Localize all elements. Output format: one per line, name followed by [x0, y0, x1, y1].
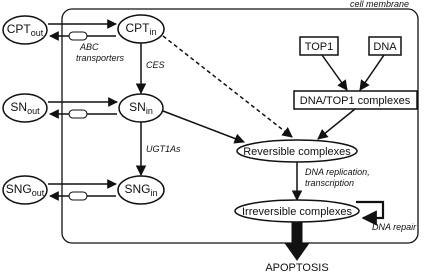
apoptosis-label: APOPTOSIS [265, 262, 329, 274]
dna-repair-loop-arrow [356, 202, 383, 218]
sng-in-base: SNG [124, 182, 151, 196]
sng-out-base: SNG [5, 182, 32, 196]
dna-repair-label: DNA repair [372, 222, 417, 232]
node-reversible-complexes [237, 140, 357, 162]
box-dna-top1-complexes [294, 91, 417, 109]
abc-transporter-sn [69, 110, 87, 118]
process-line1: DNA replication, [305, 167, 370, 177]
transport-cpt [48, 24, 116, 40]
transport-sng [48, 184, 116, 200]
arrow-complexes-to-reversible [318, 109, 355, 139]
box-top1-label: TOP1 [304, 41, 334, 53]
node-sn-in [119, 94, 163, 122]
transport-sn [48, 102, 117, 118]
arrow-top1-to-complexes [322, 55, 347, 90]
irreversible-complexes-label: Irreversible complexes [241, 206, 353, 218]
cell-membrane-label: cell membrane [350, 0, 410, 9]
enzyme-ces: CES [146, 60, 165, 70]
node-sng-in [118, 176, 164, 204]
cpt-out-base: CPT [6, 22, 31, 36]
cpt-out-sub: out [30, 28, 44, 38]
sn-out-base: SN [10, 100, 28, 114]
sng-in-sub: in [150, 188, 158, 198]
sn-out-sub: out [27, 106, 40, 116]
box-dna-top1-complexes-label: DNA/TOP1 complexes [299, 95, 411, 107]
box-top1 [300, 37, 338, 55]
abc-transporter-cpt [69, 32, 87, 40]
abc-transporters-line1: ABC [80, 42, 99, 52]
arrow-sn-to-reversible [163, 111, 244, 142]
node-sng-out [3, 176, 47, 204]
abc-transporter-sng [69, 192, 87, 200]
sng-out-sub: out [31, 188, 45, 198]
cpt-in-base: CPT [125, 21, 150, 35]
enzyme-ugt1as: UGT1As [146, 144, 181, 154]
reversible-complexes-label: Reversible complexes [243, 146, 351, 158]
arrow-to-apoptosis [285, 222, 309, 260]
process-line2: transcription [305, 178, 355, 188]
sn-in-sub: in [145, 106, 153, 116]
box-dna [369, 37, 401, 55]
abc-transporters-line2: transporters [76, 53, 125, 63]
node-cpt-in [118, 15, 164, 43]
arrow-dna-to-complexes [360, 55, 384, 90]
node-cpt-out [3, 16, 47, 44]
node-sn-out [3, 94, 47, 122]
sn-in-base: SN [129, 100, 146, 114]
box-dna-label: DNA [373, 41, 397, 53]
cpt-in-sub: in [149, 27, 157, 37]
arrow-cpt-to-reversible-dashed [163, 36, 292, 137]
node-irreversible-complexes [235, 200, 359, 222]
dna-replication-transcription-label [305, 167, 372, 188]
abc-transporters-label [76, 42, 125, 63]
